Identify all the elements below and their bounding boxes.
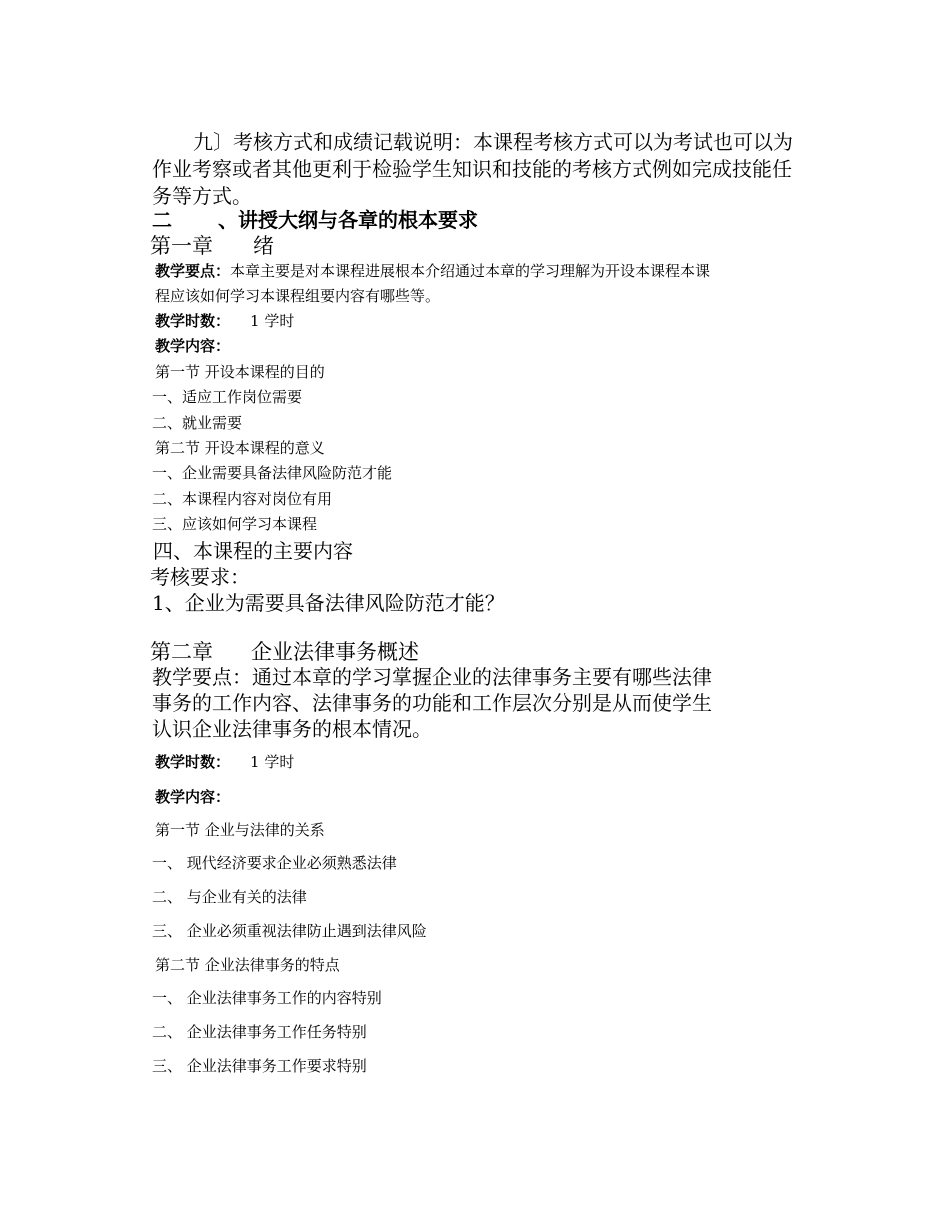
chapter1-title [150,232,274,260]
chapter2-title-text: 企业法律事务概述 [251,640,419,664]
chapter1-exam-item: 1、企业为需要具备法律风险防范才能？ [152,591,505,615]
assessment-line-2: 作业考察或者其他更利于检验学生知识和技能的考核方式例如完成技能任 [152,157,792,181]
chapter1-key-points-line-1 [155,261,710,281]
section-heading [152,206,478,234]
chapter1-hours-value: 1 学时 [250,312,295,330]
chapter1-exam-label: 考核要求： [150,565,250,589]
chapter2-item: 第一节 企业与法律的关系 [155,821,325,839]
chapter2-hours-label: 教学时数： [155,753,231,771]
chapter1-item: 第二节 开设本课程的意义 [155,439,325,457]
section-heading-number: 二 [152,208,172,232]
chapter2-key-points-line-2: 事务的工作内容、法律事务的功能和工作层次分别是从而使学生 [152,691,712,715]
chapter1-key-points-label: 教学要点： [155,262,231,280]
chapter1-title-number: 第一章 [150,234,213,258]
chapter2-item: 一、 现代经济要求企业必须熟悉法律 [152,854,397,872]
chapter1-key-points-text: 本章主要是对本课程进展根本介绍通过本章的学习理解为开设本课程本课 [230,262,711,280]
chapter1-content-label: 教学内容： [155,337,231,355]
chapter1-hours [155,311,294,331]
chapter2-title [150,638,419,666]
chapter2-item: 二、 与企业有关的法律 [152,888,307,906]
assessment-line-1: 九〕考核方式和成绩记载说明：本课程考核方式可以为考试也可以为 [193,130,793,154]
chapter2-item: 二、 企业法律事务工作任务特别 [152,1023,367,1041]
chapter1-item: 二、就业需要 [152,414,243,432]
assessment-line-3: 务等方式。 [152,184,252,208]
section-heading-title: 、讲授大纲与各章的根本要求 [218,208,478,232]
chapter1-hours-label: 教学时数： [155,312,231,330]
chapter2-item: 一、 企业法律事务工作的内容特别 [152,989,382,1007]
chapter2-title-number: 第二章 [150,640,213,664]
chapter1-item: 第一节 开设本课程的目的 [155,363,325,381]
chapter2-item: 三、 企业法律事务工作要求特别 [152,1057,367,1075]
chapter1-item: 一、适应工作岗位需要 [152,388,303,406]
chapter2-hours [155,752,294,772]
chapter1-key-points-line-2: 程应该如何学习本课程组要内容有哪些等。 [155,287,441,305]
chapter1-title-text: 绪 [253,234,274,258]
chapter2-key-points-line-1: 教学要点：通过本章的学习掌握企业的法律事务主要有哪些法律 [152,665,712,689]
chapter2-item: 三、 企业必须重视法律防止遇到法律风险 [152,922,427,940]
chapter1-item: 二、本课程内容对岗位有用 [152,490,333,508]
chapter1-item: 一、企业需要具备法律风险防范才能 [152,464,393,482]
chapter2-hours-value: 1 学时 [250,753,295,771]
chapter1-item-main-content: 四、本课程的主要内容 [153,539,353,563]
chapter2-content-label: 教学内容： [155,788,231,806]
chapter2-item: 第二节 企业法律事务的特点 [155,956,340,974]
chapter2-key-points-line-3: 认识企业法律事务的根本情况。 [152,717,432,741]
chapter1-item: 三、应该如何学习本课程 [152,515,318,533]
